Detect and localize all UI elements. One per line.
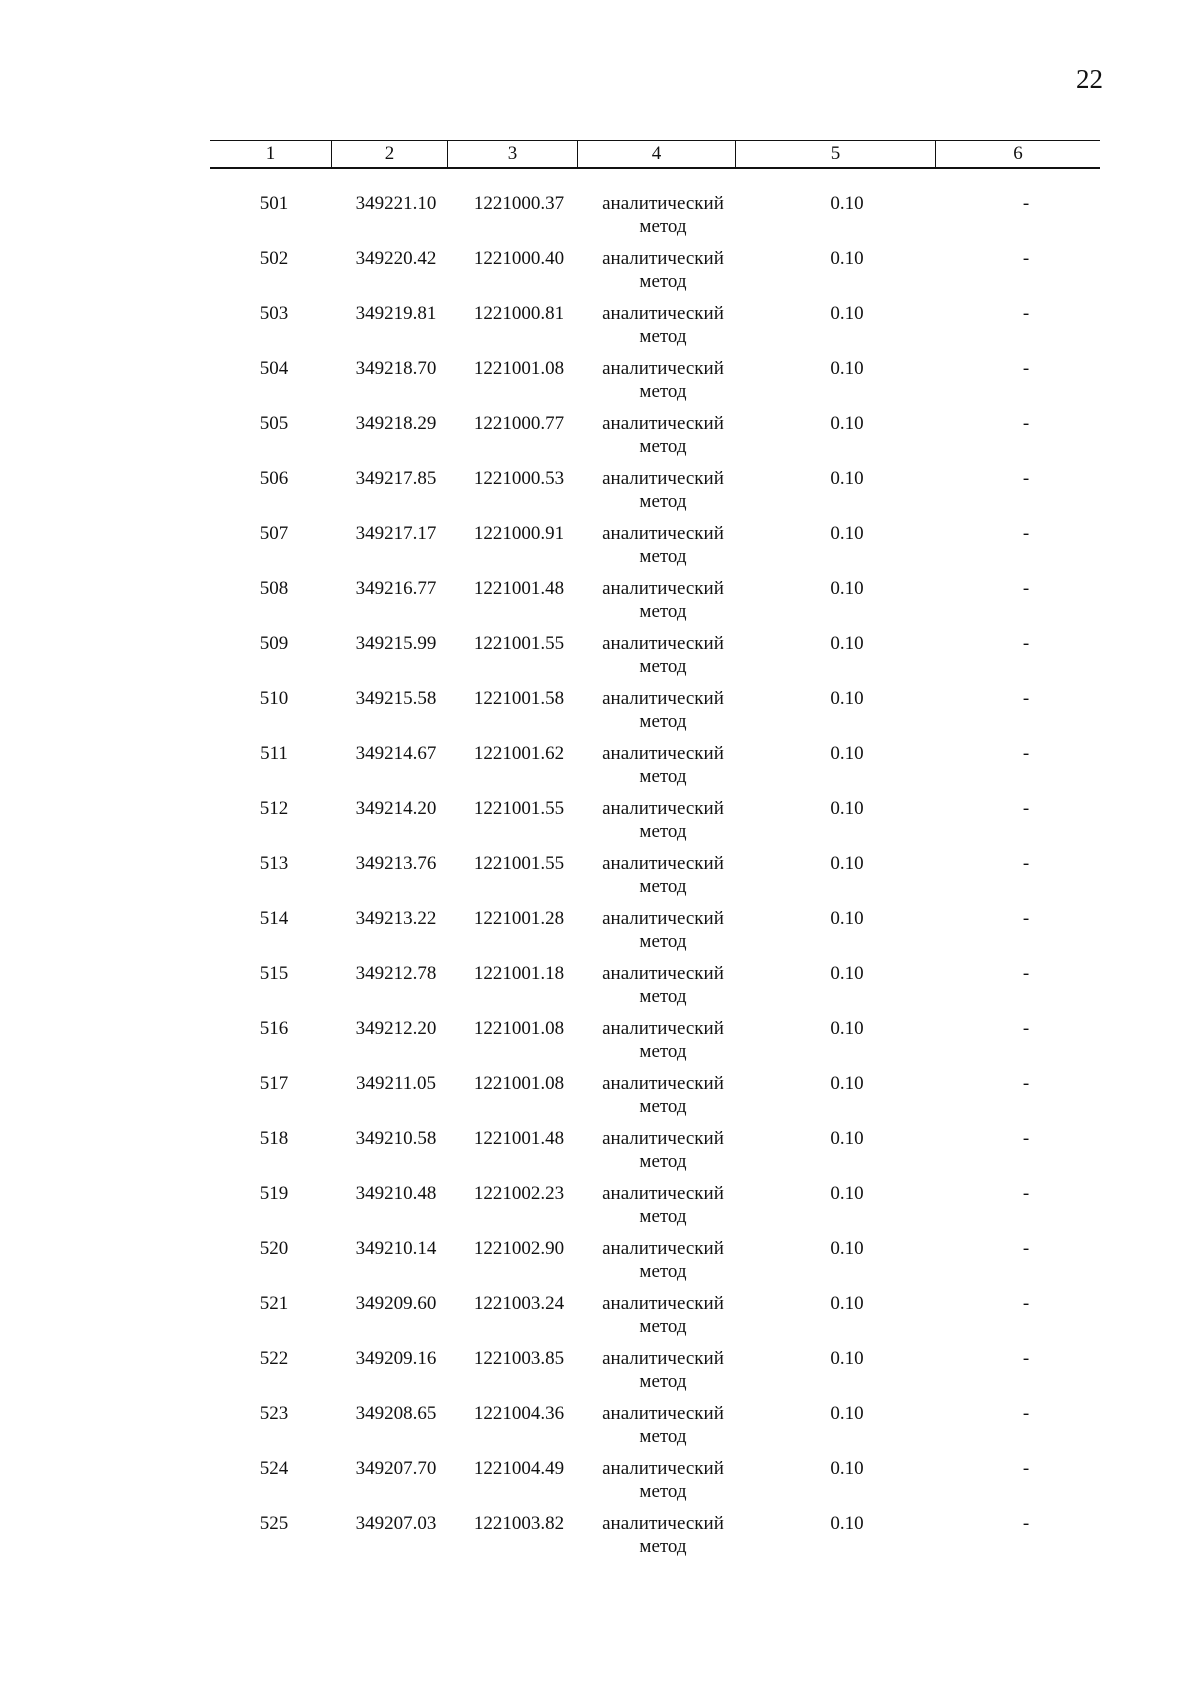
point-number: 505 [259, 413, 289, 434]
table-row [210, 1182, 1100, 1237]
coordinate-x: 349218.70 [355, 358, 437, 379]
method-line-2: метод [639, 1536, 687, 1557]
method-line-1: аналитический [602, 1403, 724, 1424]
method-line-2: метод [639, 1481, 687, 1502]
point-number: 507 [259, 523, 289, 544]
method-line-2: метод [639, 601, 687, 622]
table-row [210, 302, 1100, 357]
method-line-1: аналитический [602, 743, 724, 764]
method [584, 577, 742, 623]
note: - [1022, 1403, 1030, 1424]
method [584, 1182, 742, 1228]
accuracy: 0.10 [830, 578, 864, 599]
coordinate-x: 349212.78 [355, 963, 437, 984]
note: - [1022, 853, 1030, 874]
note: - [1022, 633, 1030, 654]
method-line-1: аналитический [602, 633, 724, 654]
coordinate-x: 349220.42 [355, 248, 437, 269]
coordinate-y: 1221000.77 [473, 413, 565, 434]
accuracy: 0.10 [830, 1238, 864, 1259]
point-number: 504 [259, 358, 289, 379]
coordinate-y: 1221002.23 [473, 1183, 565, 1204]
note: - [1022, 578, 1030, 599]
coordinate-x: 349214.20 [355, 798, 437, 819]
coordinate-y: 1221001.55 [473, 853, 565, 874]
method-line-1: аналитический [602, 468, 724, 489]
method-line-2: метод [639, 766, 687, 787]
method-line-2: метод [639, 1261, 687, 1282]
note: - [1022, 1128, 1030, 1149]
coordinate-x: 349215.99 [355, 633, 437, 654]
coordinate-y: 1221003.85 [473, 1348, 565, 1369]
coordinate-x: 349215.58 [355, 688, 437, 709]
coordinate-y: 1221001.48 [473, 1128, 565, 1149]
point-number: 521 [259, 1293, 289, 1314]
coordinate-y: 1221001.58 [473, 688, 565, 709]
table-row [210, 962, 1100, 1017]
coordinate-x: 349210.48 [355, 1183, 437, 1204]
method-line-1: аналитический [602, 358, 724, 379]
coordinate-y: 1221000.37 [473, 193, 565, 214]
point-number: 508 [259, 578, 289, 599]
point-number: 517 [259, 1073, 289, 1094]
point-number: 515 [259, 963, 289, 984]
coordinate-x: 349216.77 [355, 578, 437, 599]
table-body [210, 192, 1100, 1567]
note: - [1022, 743, 1030, 764]
note: - [1022, 1458, 1030, 1479]
method [584, 467, 742, 513]
point-number: 523 [259, 1403, 289, 1424]
method-line-2: метод [639, 711, 687, 732]
method-line-2: метод [639, 216, 687, 237]
accuracy: 0.10 [830, 413, 864, 434]
coordinate-x: 349211.05 [355, 1073, 437, 1094]
table-row [210, 1017, 1100, 1072]
coordinate-x: 349209.60 [355, 1293, 437, 1314]
method-line-1: аналитический [602, 853, 724, 874]
method [584, 1292, 742, 1338]
point-number: 513 [259, 853, 289, 874]
method-line-2: метод [639, 326, 687, 347]
method-line-1: аналитический [602, 1293, 724, 1314]
table-row [210, 522, 1100, 577]
method-line-1: аналитический [602, 1458, 724, 1479]
coordinate-x: 349218.29 [355, 413, 437, 434]
table-row [210, 852, 1100, 907]
point-number: 514 [259, 908, 289, 929]
table-row [210, 577, 1100, 632]
method-line-1: аналитический [602, 248, 724, 269]
coordinate-y: 1221000.53 [473, 468, 565, 489]
note: - [1022, 798, 1030, 819]
table-row [210, 1402, 1100, 1457]
method [584, 962, 742, 1008]
table-row [210, 1127, 1100, 1182]
method-line-2: метод [639, 491, 687, 512]
method-line-1: аналитический [602, 193, 724, 214]
point-number: 525 [259, 1513, 289, 1534]
note: - [1022, 1073, 1030, 1094]
table-row [210, 797, 1100, 852]
note: - [1022, 963, 1030, 984]
coordinate-y: 1221000.40 [473, 248, 565, 269]
accuracy: 0.10 [830, 1018, 864, 1039]
method [584, 632, 742, 678]
header-col-2: 2 [332, 141, 448, 167]
method-line-2: метод [639, 876, 687, 897]
method-line-1: аналитический [602, 523, 724, 544]
table-row [210, 1457, 1100, 1512]
method-line-1: аналитический [602, 1073, 724, 1094]
method [584, 852, 742, 898]
accuracy: 0.10 [830, 1128, 864, 1149]
point-number: 524 [259, 1458, 289, 1479]
method [584, 1347, 742, 1393]
point-number: 512 [259, 798, 289, 819]
accuracy: 0.10 [830, 633, 864, 654]
coordinate-x: 349207.70 [355, 1458, 437, 1479]
coordinate-x: 349221.10 [355, 193, 437, 214]
coordinate-y: 1221001.18 [473, 963, 565, 984]
note: - [1022, 413, 1030, 434]
point-number: 509 [259, 633, 289, 654]
table-row [210, 1347, 1100, 1402]
coordinate-y: 1221001.08 [473, 1073, 565, 1094]
point-number: 503 [259, 303, 289, 324]
coordinate-x: 349210.14 [355, 1238, 437, 1259]
coordinate-y: 1221001.48 [473, 578, 565, 599]
method [584, 302, 742, 348]
coordinate-x: 349212.20 [355, 1018, 437, 1039]
note: - [1022, 193, 1030, 214]
table-row [210, 247, 1100, 302]
accuracy: 0.10 [830, 1073, 864, 1094]
coordinate-y: 1221004.36 [473, 1403, 565, 1424]
accuracy: 0.10 [830, 193, 864, 214]
note: - [1022, 1513, 1030, 1534]
note: - [1022, 303, 1030, 324]
method-line-1: аналитический [602, 908, 724, 929]
point-number: 516 [259, 1018, 289, 1039]
method-line-2: метод [639, 1206, 687, 1227]
accuracy: 0.10 [830, 688, 864, 709]
coordinate-x: 349213.76 [355, 853, 437, 874]
point-number: 501 [259, 193, 289, 214]
point-number: 506 [259, 468, 289, 489]
method-line-1: аналитический [602, 1238, 724, 1259]
point-number: 502 [259, 248, 289, 269]
method-line-1: аналитический [602, 1128, 724, 1149]
method-line-2: метод [639, 821, 687, 842]
coordinate-x: 349217.17 [355, 523, 437, 544]
method [584, 1457, 742, 1503]
header-col-6: 6 [1013, 143, 1023, 164]
coordinate-y: 1221001.08 [473, 358, 565, 379]
accuracy: 0.10 [830, 1183, 864, 1204]
accuracy: 0.10 [830, 798, 864, 819]
page-number: 22 [1076, 64, 1103, 94]
method [584, 1237, 742, 1283]
table-row [210, 192, 1100, 247]
method-line-2: метод [639, 1426, 687, 1447]
coordinate-y: 1221001.28 [473, 908, 565, 929]
coordinate-y: 1221001.08 [473, 1018, 565, 1039]
point-number: 520 [259, 1238, 289, 1259]
coordinate-y: 1221001.62 [473, 743, 565, 764]
method-line-1: аналитический [602, 578, 724, 599]
table-row [210, 412, 1100, 467]
method [584, 247, 742, 293]
method-line-2: метод [639, 436, 687, 457]
point-number: 522 [259, 1348, 289, 1369]
method [584, 1402, 742, 1448]
accuracy: 0.10 [830, 248, 864, 269]
table-row [210, 357, 1100, 412]
accuracy: 0.10 [830, 743, 864, 764]
method [584, 357, 742, 403]
accuracy: 0.10 [830, 908, 864, 929]
method-line-2: метод [639, 986, 687, 1007]
method-line-1: аналитический [602, 1183, 724, 1204]
note: - [1022, 358, 1030, 379]
coordinate-y: 1221000.81 [473, 303, 565, 324]
method [584, 742, 742, 788]
table-row [210, 687, 1100, 742]
note: - [1022, 1018, 1030, 1039]
coordinate-x: 349217.85 [355, 468, 437, 489]
method [584, 797, 742, 843]
note: - [1022, 248, 1030, 269]
method [584, 1512, 742, 1558]
method-line-1: аналитический [602, 963, 724, 984]
header-col-4: 4 [578, 141, 736, 167]
accuracy: 0.10 [830, 523, 864, 544]
method-line-1: аналитический [602, 413, 724, 434]
note: - [1022, 523, 1030, 544]
method-line-2: метод [639, 656, 687, 677]
coordinate-y: 1221002.90 [473, 1238, 565, 1259]
note: - [1022, 468, 1030, 489]
table-header [210, 140, 1100, 169]
method-line-2: метод [639, 1096, 687, 1117]
table-row [210, 907, 1100, 962]
method-line-2: метод [639, 546, 687, 567]
point-number: 510 [259, 688, 289, 709]
note: - [1022, 688, 1030, 709]
accuracy: 0.10 [830, 468, 864, 489]
coordinate-x: 349208.65 [355, 1403, 437, 1424]
method [584, 1072, 742, 1118]
coordinate-x: 349219.81 [355, 303, 437, 324]
table-row [210, 467, 1100, 522]
table-row [210, 632, 1100, 687]
method-line-1: аналитический [602, 1348, 724, 1369]
coordinate-y: 1221003.82 [473, 1513, 565, 1534]
note: - [1022, 1348, 1030, 1369]
method [584, 1017, 742, 1063]
note: - [1022, 1238, 1030, 1259]
method-line-1: аналитический [602, 1513, 724, 1534]
accuracy: 0.10 [830, 1293, 864, 1314]
coordinate-y: 1221004.49 [473, 1458, 565, 1479]
method [584, 192, 742, 238]
method-line-2: метод [639, 271, 687, 292]
accuracy: 0.10 [830, 853, 864, 874]
note: - [1022, 1183, 1030, 1204]
method [584, 412, 742, 458]
method-line-1: аналитический [602, 1018, 724, 1039]
method-line-1: аналитический [602, 303, 724, 324]
coordinate-x: 349209.16 [355, 1348, 437, 1369]
note: - [1022, 908, 1030, 929]
coordinate-y: 1221000.91 [473, 523, 565, 544]
accuracy: 0.10 [830, 1458, 864, 1479]
accuracy: 0.10 [830, 358, 864, 379]
method-line-2: метод [639, 1151, 687, 1172]
table-row [210, 742, 1100, 797]
point-number: 518 [259, 1128, 289, 1149]
coordinate-x: 349207.03 [355, 1513, 437, 1534]
header-col-5: 5 [736, 141, 936, 167]
method [584, 522, 742, 568]
method-line-1: аналитический [602, 688, 724, 709]
table-row [210, 1237, 1100, 1292]
point-number: 511 [260, 743, 288, 764]
method-line-2: метод [639, 1371, 687, 1392]
table-row [210, 1512, 1100, 1567]
coordinate-y: 1221003.24 [473, 1293, 565, 1314]
table-row [210, 1292, 1100, 1347]
coordinate-x: 349214.67 [355, 743, 437, 764]
coordinate-x: 349213.22 [355, 908, 437, 929]
method-line-2: метод [639, 1316, 687, 1337]
header-col-1: 1 [210, 141, 332, 167]
accuracy: 0.10 [830, 1403, 864, 1424]
coordinate-x: 349210.58 [355, 1128, 437, 1149]
method-line-2: метод [639, 1041, 687, 1062]
method [584, 687, 742, 733]
method [584, 1127, 742, 1173]
point-number: 519 [259, 1183, 289, 1204]
accuracy: 0.10 [830, 963, 864, 984]
method [584, 907, 742, 953]
accuracy: 0.10 [830, 1513, 864, 1534]
table-row [210, 1072, 1100, 1127]
accuracy: 0.10 [830, 1348, 864, 1369]
header-col-3: 3 [448, 141, 578, 167]
coordinate-y: 1221001.55 [473, 633, 565, 654]
method-line-2: метод [639, 931, 687, 952]
note: - [1022, 1293, 1030, 1314]
accuracy: 0.10 [830, 303, 864, 324]
method-line-2: метод [639, 381, 687, 402]
method-line-1: аналитический [602, 798, 724, 819]
coordinate-y: 1221001.55 [473, 798, 565, 819]
